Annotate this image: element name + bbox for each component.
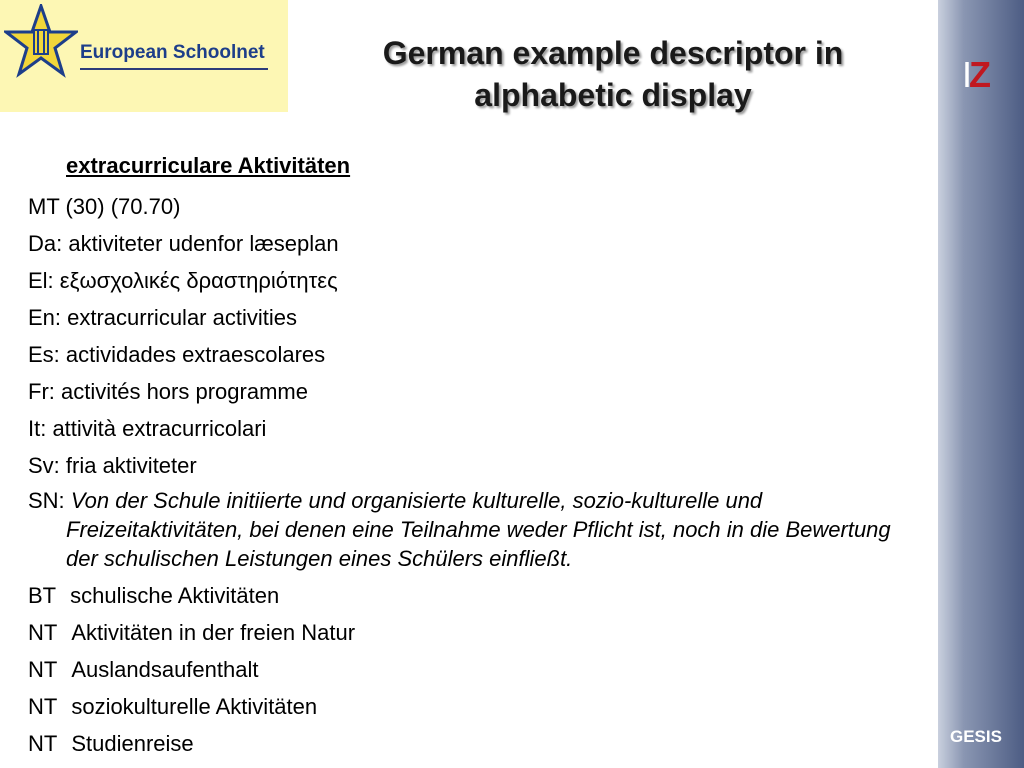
scope-note-text: Von der Schule initiierte und organisierte kulturelle, sozio-kulturelle und Freizeitaktivitäten, bei denen eine Teilnahme weder Pflicht ist, noch in die Bewertung der schulischen Leistungen eines Schülers einfließt. bbox=[66, 488, 891, 571]
mt-line: MT (30) (70.70) bbox=[28, 194, 181, 219]
translation-line: Fr: activités hors programme bbox=[28, 379, 308, 404]
translation-line: Sv: fria aktiviteter bbox=[28, 453, 197, 478]
star-logo-icon bbox=[4, 4, 78, 80]
relation-term: Studienreise bbox=[71, 731, 194, 756]
relation-term: soziokulturelle Aktivitäten bbox=[71, 694, 318, 719]
translation-line: It: attività extracurricolari bbox=[28, 416, 267, 441]
scope-note bbox=[28, 486, 928, 573]
right-sidebar bbox=[938, 0, 1024, 768]
relation-line bbox=[28, 688, 928, 725]
scope-note-key: SN: bbox=[28, 488, 65, 513]
relation-key: NT bbox=[28, 620, 58, 645]
iz-logo bbox=[962, 54, 988, 96]
relation-term: schulische Aktivitäten bbox=[70, 583, 280, 608]
relation-term: Aktivitäten in der freien Natur bbox=[71, 620, 356, 645]
relation-line bbox=[28, 614, 928, 651]
european-schoolnet-logo bbox=[0, 0, 288, 112]
descriptor-content bbox=[28, 150, 928, 762]
translation-line: El: εξωσχολικές δραστηριότητες bbox=[28, 268, 338, 293]
relation-key: BT bbox=[28, 583, 57, 608]
logo-text: European Schoolnet bbox=[80, 42, 265, 63]
logo-underline bbox=[80, 68, 268, 70]
translation-line: Da: aktiviteter udenfor læseplan bbox=[28, 231, 339, 256]
relation-key: NT bbox=[28, 694, 58, 719]
relation-line bbox=[28, 651, 928, 688]
iz-logo-i: I bbox=[962, 54, 970, 95]
iz-logo-z: Z bbox=[969, 54, 989, 95]
relation-line bbox=[28, 725, 928, 762]
descriptor-heading: extracurriculare Aktivitäten bbox=[66, 153, 351, 178]
relation-line bbox=[28, 577, 928, 614]
translation-line: Es: actividades extraescolares bbox=[28, 342, 326, 367]
relation-key: NT bbox=[28, 657, 58, 682]
translation-line: En: extracurricular activities bbox=[28, 305, 297, 330]
relation-key: NT bbox=[28, 731, 58, 756]
page-title: German example descriptor in alphabetic display bbox=[382, 35, 844, 113]
relation-term: Auslandsaufenthalt bbox=[71, 657, 259, 682]
gesis-label: GESIS bbox=[950, 727, 1002, 746]
